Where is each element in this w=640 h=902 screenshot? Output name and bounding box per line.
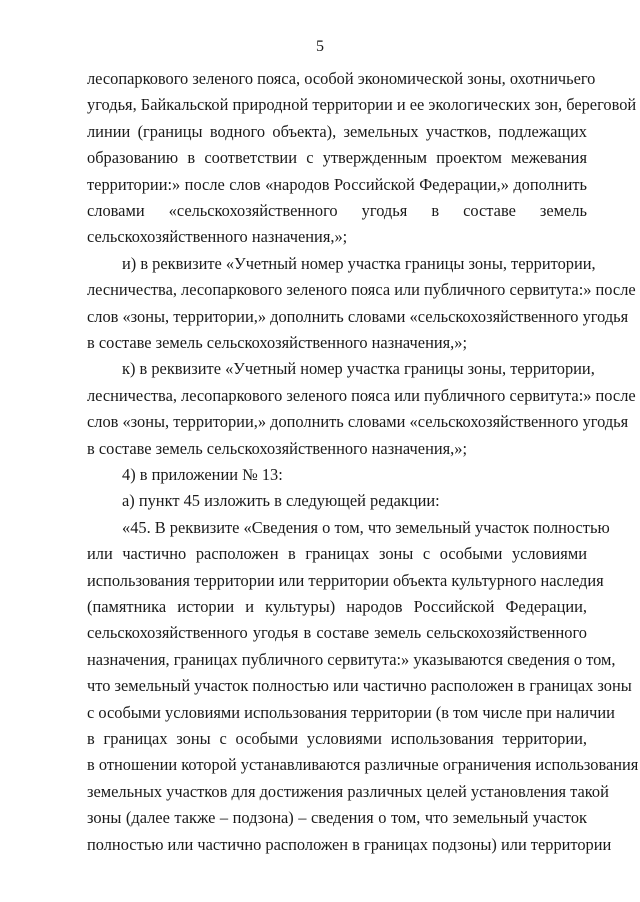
text-line: а) пункт 45 изложить в следующей редакции:: [122, 491, 440, 511]
text-line: слов «зоны, территории,» дополнить словами «сельскохозяйственного угодья: [87, 306, 629, 326]
text-line: (памятника истории и культуры) народов Российской Федерации,: [87, 597, 587, 616]
text-line: с особыми условиями использования территории (в том числе при наличии: [87, 702, 615, 722]
text-line: и) в реквизите «Учетный номер участка границы зоны, территории,: [122, 253, 596, 273]
text-line: в составе земель сельскохозяйственного назначения,»;: [87, 333, 468, 352]
text-line: образованию в соответствии с утвержденным проектом межевания: [87, 148, 587, 168]
text-line: в отношении которой устанавливаются различные ограничения использования: [87, 755, 639, 775]
text-line: земельных участков для достижения различных целей установления такой: [87, 781, 609, 801]
text-line: лесничества, лесопаркового зеленого пояса или публичного сервитута:» после: [87, 280, 636, 300]
text-line: сельскохозяйственного угодья в составе земель сельскохозяйственного: [87, 623, 587, 643]
text-line: слов «зоны, территории,» дополнить словами «сельскохозяйственного угодья: [87, 412, 629, 432]
text-line: к) в реквизите «Учетный номер участка границы зоны, территории,: [122, 359, 595, 379]
text-line: лесничества, лесопаркового зеленого пояса или публичного сервитута:» после: [87, 385, 636, 405]
text-line: угодья, Байкальской природной территории и ее экологических зон, береговой: [87, 95, 637, 115]
text-line: «45. В реквизите «Сведения о том, что земельный участок полностью: [122, 517, 610, 537]
page-number: 5: [316, 38, 324, 55]
text-line: 4) в приложении № 13:: [122, 465, 283, 484]
text-line: использования территории или территории объекта культурного наследия: [87, 570, 604, 590]
text-line: линии (границы водного объекта), земельных участков, подлежащих: [87, 121, 587, 141]
text-line: назначения, границах публичного сервитута:» указываются сведения о том,: [87, 649, 616, 669]
text-line: в составе земель сельскохозяйственного назначения,»;: [87, 438, 468, 458]
text-line: зоны (далее также – подзона) – сведения о том, что земельный участок: [87, 808, 587, 828]
text-line: полностью или частично расположен в границах подзоны) или территории: [87, 834, 612, 854]
text-line: в границах зоны с особыми условиями использования территории,: [87, 729, 587, 748]
text-line: или частично расположен в границах зоны с особыми условиями: [87, 544, 587, 564]
text-line: что земельный участок полностью или частично расположен в границах зоны: [87, 676, 632, 696]
text-line: словами «сельскохозяйственного угодья в составе земель: [87, 201, 587, 220]
text-line: лесопаркового зеленого пояса, особой экономической зоны, охотничьего: [87, 69, 596, 88]
text-line: сельскохозяйственного назначения,»;: [87, 227, 348, 247]
text-line: территории:» после слов «народов Российской Федерации,» дополнить: [87, 174, 587, 194]
